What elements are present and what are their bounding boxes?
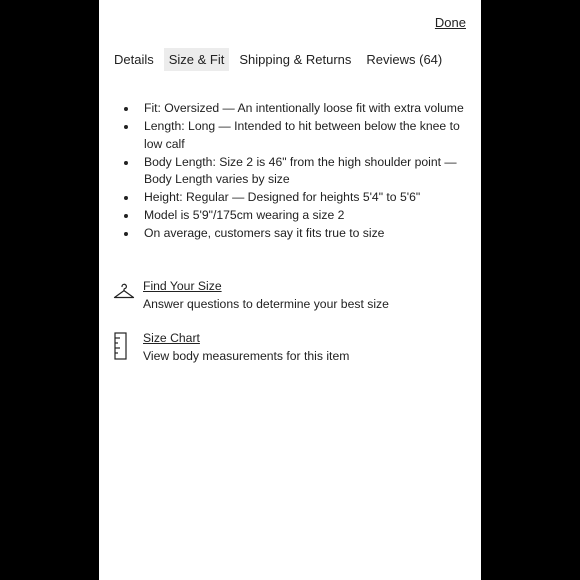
find-your-size-description: Answer questions to determine your best size <box>143 297 389 311</box>
tab-bar <box>109 48 452 71</box>
list-item: On average, customers say it fits true to size <box>123 225 468 243</box>
find-your-size-tool <box>113 277 389 313</box>
list-item: Model is 5'9"/175cm wearing a size 2 <box>123 207 468 225</box>
ruler-icon <box>113 329 143 360</box>
size-chart-tool <box>113 329 349 365</box>
fit-details-list <box>123 100 468 243</box>
size-chart-link[interactable]: Size Chart <box>143 331 200 345</box>
tab-shipping-returns[interactable]: Shipping & Returns <box>239 52 352 67</box>
tab-details[interactable]: Details <box>114 52 154 67</box>
done-button[interactable]: Done <box>434 15 466 30</box>
list-item: Height: Regular — Designed for heights 5'4" to 5'6" <box>123 189 468 207</box>
hanger-icon <box>113 277 143 302</box>
size-chart-description: View body measurements for this item <box>143 349 350 363</box>
list-item: Body Length: Size 2 is 46" from the high shoulder point — Body Length varies by size <box>123 154 468 189</box>
size-fit-panel <box>99 0 481 580</box>
list-item: Fit: Oversized — An intentionally loose fit with extra volume <box>123 100 468 118</box>
list-item: Length: Long — Intended to hit between below the knee to low calf <box>123 118 468 153</box>
tab-reviews[interactable]: Reviews (64) <box>366 52 443 67</box>
tab-size-fit[interactable]: Size & Fit <box>164 48 230 71</box>
find-your-size-link[interactable]: Find Your Size <box>143 279 222 293</box>
